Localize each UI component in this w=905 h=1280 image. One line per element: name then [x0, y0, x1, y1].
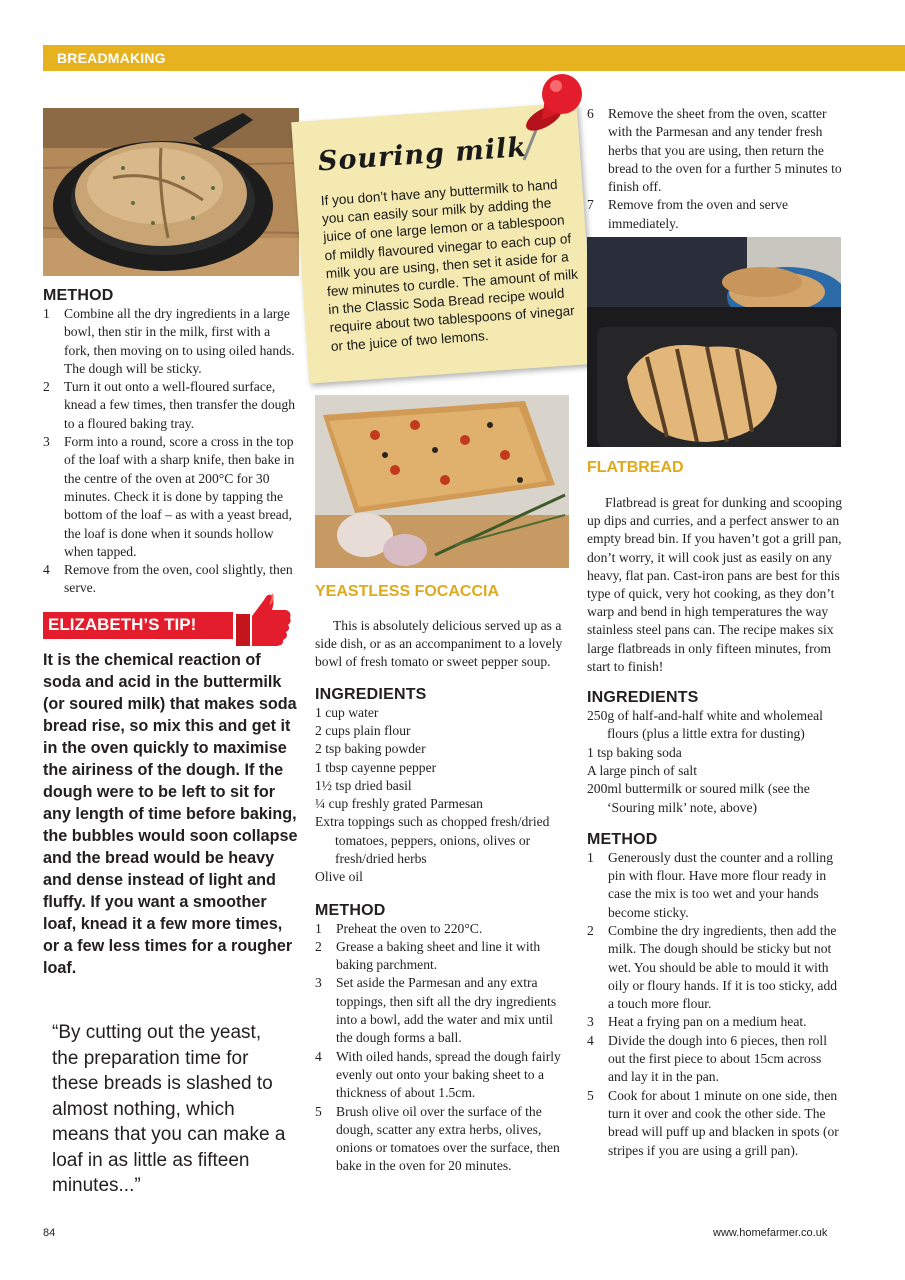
step-text: Remove from the oven, cool slightly, then serve. [64, 562, 293, 596]
step-number: 4 [587, 1032, 594, 1048]
tip-text: It is the chemical reaction of soda and acid in the buttermilk (or soured milk) that makes soda bread rise, so mix this and get it in the oven quickly to maximise the airiness of the dough. If the dough were to be left to sit for any length of time before baking, the bubbles would soon collapse and the bread would be heavy and dense instead of light and fluffy. If you want a smoother loaf, knead it a few more times, or a few less times for a rougher loaf. [43, 651, 298, 977]
section-title: BREADMAKING [57, 50, 166, 66]
list-item: Extra toppings such as chopped fresh/dried tomatoes, peppers, onions, olives or fresh/dried herbs [315, 814, 550, 866]
step-number: 5 [315, 1103, 322, 1119]
list-item: 200ml buttermilk or soured milk (see the ‘Souring milk’ note, above) [587, 781, 810, 815]
step-number: 2 [587, 923, 594, 938]
list-item [315, 1103, 573, 1176]
flatbread-title: FLATBREAD [587, 459, 684, 476]
step-text: Grease a baking sheet and line it with baking parchment. [336, 938, 541, 973]
step-number: 4 [43, 562, 50, 578]
list-item: ¼ cup freshly grated Parmesan [315, 796, 483, 812]
pull-quote [52, 1020, 292, 1199]
step-number: 2 [315, 938, 322, 954]
list-item [43, 378, 299, 433]
focaccia-method-heading: METHOD [315, 901, 386, 919]
step-text: Brush olive oil over the surface of the dough, scatter any extra herbs, olives, onions or tomatoes over the surface, then bake in the oven for 20 minutes. [336, 1103, 560, 1174]
step-text: Remove from the oven and serve immediately. [608, 197, 789, 231]
flatbread-intro: Flatbread is great for dunking and scooping up dips and curries, and a perfect answer to an empty bread bin. If you haven’t got a grill pan, don’t worry, it will cook just as easily on any heavy, flat pan. Cast-iron pans are best for this type of quick, very hot cooking, as they don’t warp and bend in high temperatures the way stainless steel pans can. The recipe makes six large flatbreads in only fifteen minutes, from start to finish! [587, 495, 843, 674]
list-item [587, 105, 843, 196]
list-item [587, 849, 843, 922]
step-text: Preheat the oven to 220°C. [336, 920, 483, 936]
tip-label-text: ELIZABETH’S TIP! [48, 615, 197, 634]
step-text: Cook for about 1 minute on one side, then turn it over and cook the other side. The bread will puff up and blacken in spots (or stripes if you are using a grill pan). [608, 1087, 839, 1158]
list-item: 2 cups plain flour [315, 722, 411, 738]
list-item: 1 tbsp cayenne pepper [315, 759, 437, 775]
focaccia-intro: This is absolutely delicious served up as a side dish, or as an accompaniment to a lovely bowl of fresh tomato or sweet pepper soup. [315, 618, 563, 670]
list-item [315, 1048, 573, 1103]
pull-quote-text: “By cutting out the yeast, the preparation time for these breads is slashed to almost nothing, which means that you can make a loaf in as little as fifteen minutes...” [52, 1022, 286, 1196]
step-text: Heat a frying pan on a medium heat. [608, 1014, 807, 1030]
note-title: Souring milk [316, 131, 528, 178]
step-text: Turn it out onto a well-floured surface, knead a few times, then transfer the dough to a floured baking tray. [64, 379, 296, 431]
step-text: Form into a round, score a cross in the top of the loaf with a sharp knife, then bake in the centre of the oven at 200°C for 30 minutes. Check it is done by tapping the bottom of the loaf – as with a yeast bread, the loaf is done when it sounds hollow when tapped. [64, 434, 295, 559]
focaccia-title: YEASTLESS FOCACCIA [315, 583, 500, 600]
list-item [315, 938, 573, 975]
tip-body [43, 649, 301, 979]
step-number: 7 [587, 197, 594, 213]
step-number: 2 [43, 379, 50, 395]
list-item: 1½ tsp dried basil [315, 777, 412, 793]
step-text: Remove the sheet from the oven, scatter with the Parmesan and any tender fresh herbs that you are using, then return the bread to the oven for a further 5 minutes to finish off. [608, 106, 842, 195]
focaccia-method-steps [315, 920, 573, 1176]
page-number: 84 [43, 1227, 56, 1239]
step-number: 5 [587, 1087, 594, 1103]
note-text: If you don’t have any buttermilk to hand you can easily sour milk by adding the juice of one large lemon or a tablespoon of mildly flavoured vinegar to each cup of milk you are using, then set it aside for a few minutes to curdle. The amount of milk in the Classic Soda Bread recipe would require about two tablespoons of vinegar or the juice of two lemons. [320, 176, 579, 354]
soda-bread-photo [43, 108, 299, 276]
flatbread-method-heading: METHOD [587, 830, 658, 848]
step-number: 1 [587, 849, 594, 865]
website-url: www.homefarmer.co.uk [713, 1227, 828, 1239]
soda-method [43, 287, 299, 598]
step-text: Generously dust the counter and a rolling pin with flour. Have more flour ready in case the mix is too wet and your hands become sticky. [608, 849, 833, 920]
list-item [587, 1032, 843, 1087]
step-number: 3 [43, 434, 50, 450]
list-item: Olive oil [315, 869, 363, 885]
focaccia-method-steps-cont [587, 105, 843, 233]
soda-method-heading: METHOD [43, 287, 114, 304]
soda-method-steps [43, 305, 299, 598]
step-text: Divide the dough into 6 pieces, then roll out the first piece to about 15cm across and lay it in the pan. [608, 1032, 827, 1085]
list-item: A large pinch of salt [587, 762, 697, 778]
step-number: 3 [587, 1014, 594, 1030]
step-text: Combine all the dry ingredients in a large bowl, then stir in the milk, first with a fork, then moving on to using oiled hands. The dough will be sticky. [64, 306, 295, 376]
list-item [315, 920, 573, 938]
flatbread-ingredients [587, 707, 843, 817]
step-text: Combine the dry ingredients, then add the milk. The dough should be sticky but not wet. You should be able to mould it with oily or floury hands. If it is too sticky, add a touch more flour. [608, 923, 838, 1012]
focaccia-photo [315, 395, 569, 568]
list-item: 250g of half-and-half white and wholemeal flours (plus a little extra for dusting) [587, 708, 823, 742]
step-number: 1 [315, 920, 322, 936]
list-item [587, 922, 843, 1013]
flatbread-photo [587, 237, 841, 447]
list-item [43, 305, 299, 378]
flatbread-method-steps [587, 849, 843, 1160]
pushpin-icon [510, 70, 590, 166]
step-number: 4 [315, 1048, 322, 1064]
step-number: 3 [315, 975, 322, 991]
list-item [315, 974, 573, 1047]
list-item [587, 1087, 843, 1160]
focaccia-method-cont [587, 105, 843, 233]
step-number: 6 [587, 106, 594, 121]
list-item: 1 cup water [315, 704, 379, 720]
step-text: Set aside the Parmesan and any extra toppings, then sift all the dry ingredients into a bowl, add the water and mix until the dough forms a ball. [336, 975, 557, 1046]
flatbread-ingredients-heading: INGREDIENTS [587, 689, 699, 707]
step-number: 1 [43, 306, 50, 321]
list-item [587, 1013, 843, 1031]
list-item: 1 tsp baking soda [587, 744, 682, 760]
list-item [587, 196, 843, 233]
tip-label [43, 612, 233, 639]
thumbs-up-icon [232, 590, 294, 650]
focaccia-ingredients [315, 704, 573, 887]
section-banner [43, 45, 905, 71]
list-item [43, 433, 299, 561]
flatbread-section [587, 459, 843, 1160]
step-text: With oiled hands, spread the dough fairly evenly out onto your baking sheet to a thickness of about 1.5cm. [336, 1048, 561, 1101]
list-item: 2 tsp baking powder [315, 741, 426, 757]
focaccia-section [315, 583, 573, 1176]
focaccia-ingredients-heading: INGREDIENTS [315, 685, 427, 703]
